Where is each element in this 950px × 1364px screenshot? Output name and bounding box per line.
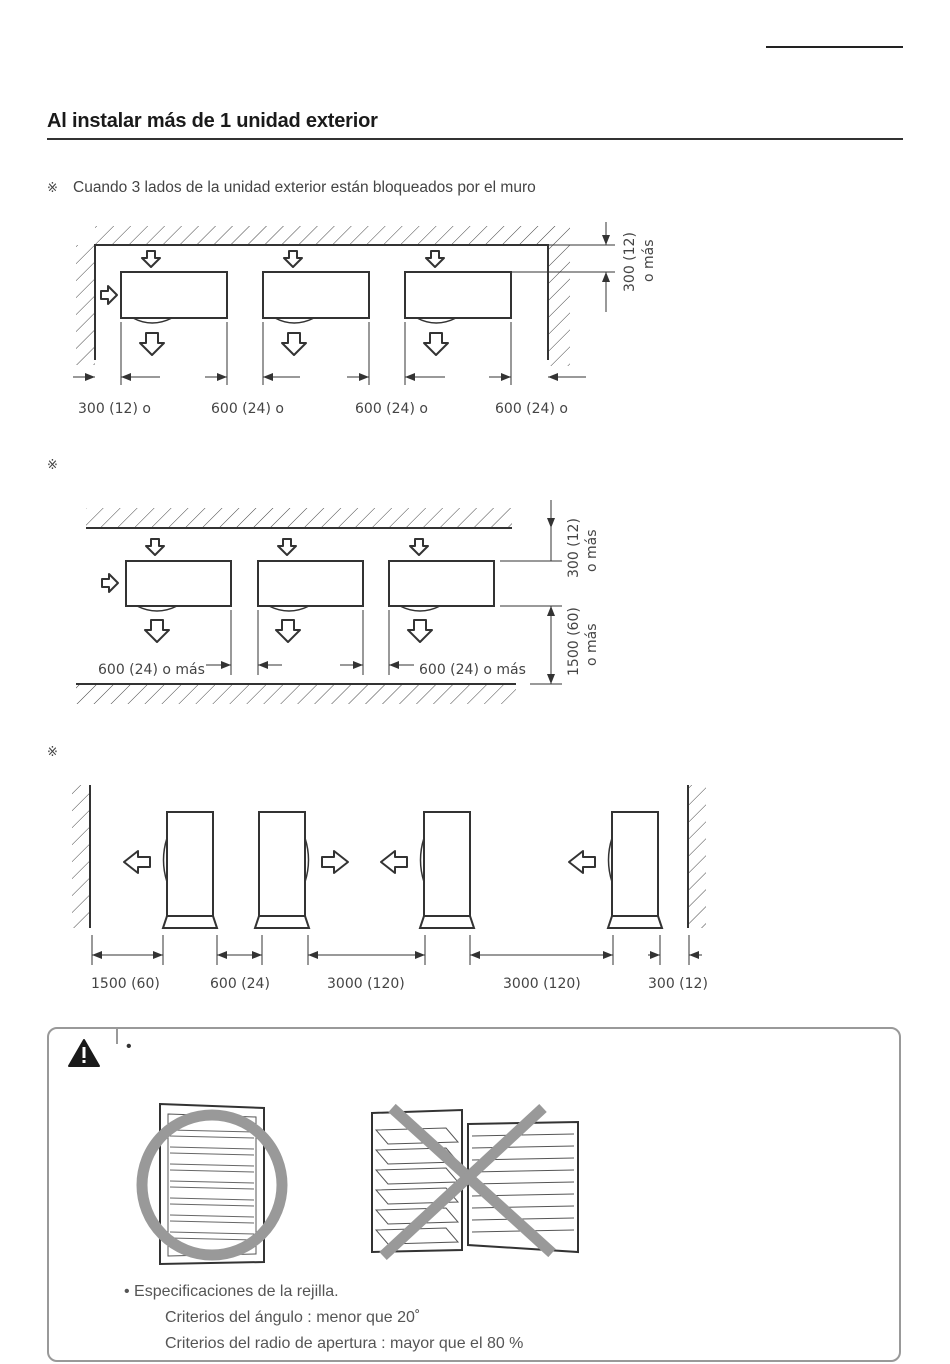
grille-spec-angle: Criterios del ángulo : menor que 20˚	[165, 1309, 421, 1326]
diagram2-units	[102, 539, 494, 642]
diagram2-dim-left: 600 (24) o más	[98, 662, 205, 678]
diagram1-dim-bottom-3: 600 (24) o	[355, 401, 428, 417]
diagram1-note-mark: ※	[47, 180, 58, 195]
diagram1-dim-bottom-4: 600 (24) o	[495, 401, 568, 417]
diagram3-dim-4: 3000 (120)	[503, 976, 581, 992]
diagram3-units	[163, 812, 662, 928]
caution-bullet: •	[126, 1038, 132, 1055]
diagram1-dim-right-line2: o más	[641, 239, 657, 282]
diagram2-note-mark: ※	[47, 457, 58, 472]
diagram2-dim-front-line2: o más	[584, 623, 600, 666]
diagram3-dim-5: 300 (12)	[648, 976, 708, 992]
diagram1-dim-bottom-1: 300 (12) o	[78, 401, 151, 417]
diagram1-dim-bottom-2: 600 (24) o	[211, 401, 284, 417]
diagram3-note-mark: ※	[47, 744, 58, 759]
section-title: Al instalar más de 1 unidad exterior	[47, 110, 378, 132]
diagram1-note: Cuando 3 lados de la unidad exterior están bloqueados por el muro	[73, 179, 536, 196]
grille-spec-opening: Criterios del radio de apertura : mayor que el 80 %	[165, 1335, 524, 1352]
diagram3-dimension-lines	[92, 935, 702, 965]
diagram2-dim-right: 600 (24) o más	[419, 662, 526, 678]
diagram3-dim-3: 3000 (120)	[327, 976, 405, 992]
diagram3-dim-1: 1500 (60)	[91, 976, 160, 992]
diagram2-dim-top-line1: 300 (12)	[566, 518, 582, 578]
diagram2-dim-top-line2: o más	[584, 529, 600, 572]
diagram2-note-line	[47, 456, 73, 474]
grille-spec-title: • Especificaciones de la rejilla.	[124, 1283, 339, 1300]
diagram2-dim-front-line1: 1500 (60)	[566, 607, 582, 676]
diagram1-units	[101, 251, 511, 355]
diagram3-dim-2: 600 (24)	[210, 976, 270, 992]
diagram1-dim-right-line1: 300 (12)	[622, 232, 638, 292]
diagram3-note-line	[47, 743, 73, 761]
